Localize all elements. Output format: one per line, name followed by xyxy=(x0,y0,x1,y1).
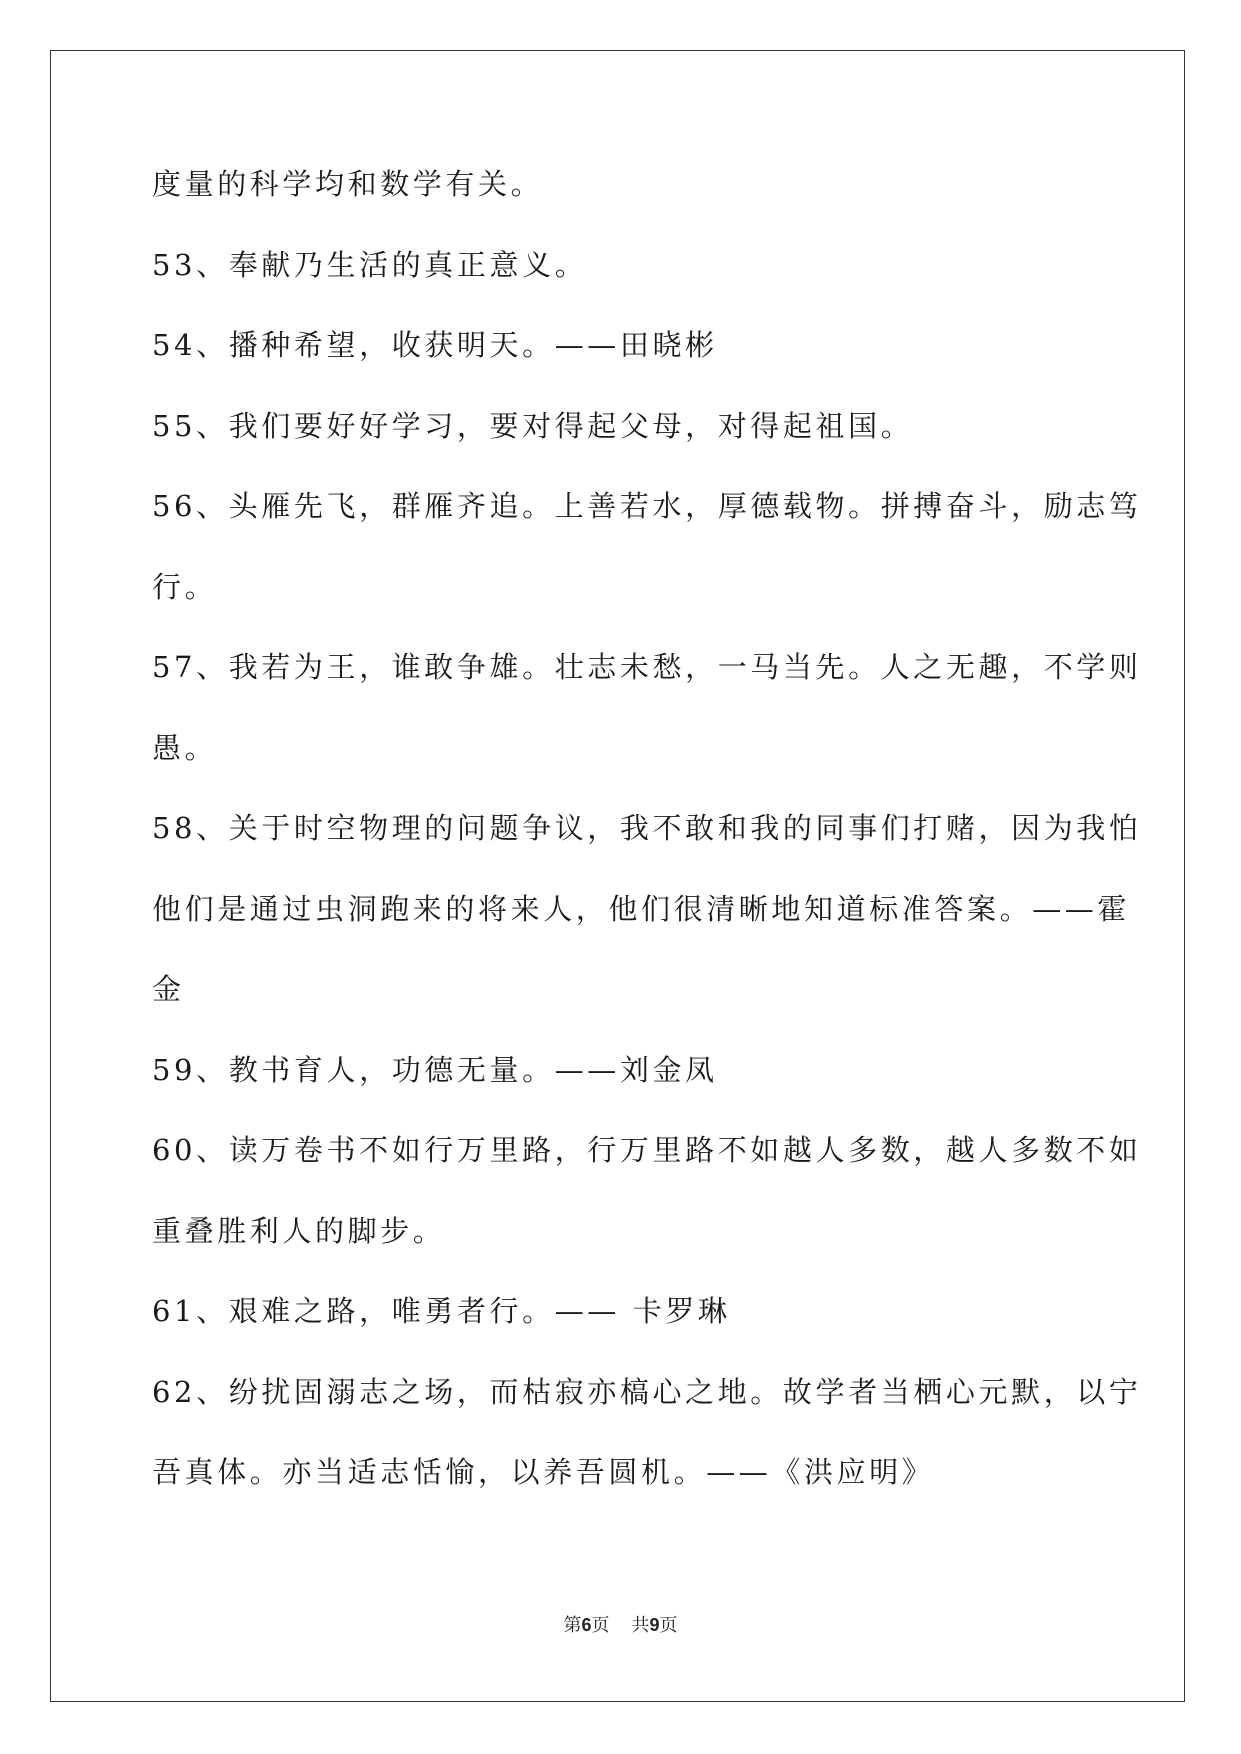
text-line: 愚。 xyxy=(152,730,218,765)
text-line: 59、教书育人，功德无量。——刘金凤 xyxy=(152,1052,718,1087)
text-line: 行。 xyxy=(152,569,218,604)
text-line: 60、读万卷书不如行万里路，行万里路不如越人多数，越人多数不如 xyxy=(152,1133,1142,1167)
text-line: 吾真体。亦当适志恬愉，以养吾圆机。——《洪应明》 xyxy=(152,1455,935,1489)
text-line: 61、艰难之路，唯勇者行。—— 卡罗琳 xyxy=(152,1294,731,1328)
text-line: 57、我若为王，谁敢争雄。壮志未愁，一马当先。人之无趣，不学则 xyxy=(152,650,1142,684)
text-line: 重叠胜利人的脚步。 xyxy=(152,1213,446,1248)
current-page-number: 6 xyxy=(581,1615,592,1635)
text-line: 53、奉献乃生活的真正意义。 xyxy=(152,247,588,282)
text-line: 他们是通过虫洞跑来的将来人，他们很清晰地知道标准答案。——霍 xyxy=(152,891,1131,926)
footer-total-suffix: 页 xyxy=(659,1615,678,1636)
footer-page-suffix: 页 xyxy=(591,1615,610,1636)
text-line: 54、播种希望，收获明天。——田晓彬 xyxy=(152,328,718,362)
text-line: 58、关于时空物理的问题争议，我不敢和我的同事们打赌，因为我怕 xyxy=(152,811,1142,845)
text-line: 度量的科学均和数学有关。 xyxy=(152,167,544,201)
text-line: 55、我们要好好学习，要对得起父母，对得起祖国。 xyxy=(152,408,914,443)
total-page-number: 9 xyxy=(649,1615,660,1635)
text-line: 62、纷扰固溺志之场，而枯寂亦槁心之地。故学者当栖心元默，以宁 xyxy=(152,1374,1142,1409)
footer-prefix: 第 xyxy=(563,1615,582,1636)
text-line: 56、头雁先飞，群雁齐追。上善若水，厚德载物。拼搏奋斗，励志笃 xyxy=(152,489,1142,523)
text-line: 金 xyxy=(152,972,185,1006)
page-footer xyxy=(0,1611,1241,1637)
document-body xyxy=(152,164,1142,1533)
footer-total-prefix: 共 xyxy=(631,1615,650,1636)
